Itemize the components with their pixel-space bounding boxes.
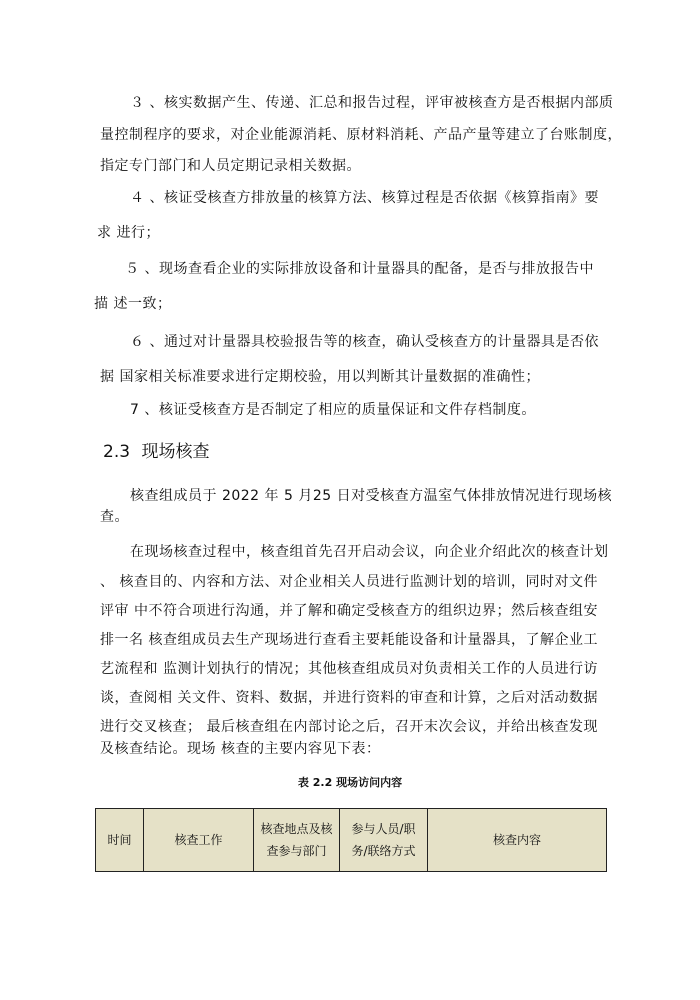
- header-verification-work: 核查工作: [144, 809, 254, 872]
- item-3-line-1: ３ 、核实数据产生、传递、汇总和报告过程，评审被核查方是否根据内部质: [130, 95, 614, 111]
- section-heading: [103, 442, 209, 462]
- header-time: 时间: [96, 809, 144, 872]
- process-line-5: 艺流程和 监测计划执行的情况；其他核查组成员对负责相关工作的人员进行访: [100, 661, 598, 677]
- item-3-line-3: 指定专门部门和人员定期记录相关数据。: [100, 158, 361, 174]
- intro-line-2: 查。: [100, 509, 129, 525]
- item-6-line-2: 据 国家相关标准要求进行定期校验，用以判断其计量数据的准确性；: [100, 369, 540, 385]
- intro-line-1: 核查组成员于 2022 年 5 月25 日对受核查方温室气体排放情况进行现场核: [130, 488, 613, 504]
- item-5-line-2: 描 述一致；: [94, 296, 172, 312]
- site-visit-table: [95, 808, 607, 872]
- process-line-4: 排一名 核查组成员去生产现场进行查看主要耗能设备和计量器具，了解企业工: [100, 632, 598, 648]
- section-title: 现场核查: [141, 442, 210, 462]
- header-participants-contact: 参与人员/职务/联络方式: [340, 809, 428, 872]
- process-line-8: 及核查结论。现场 核查的主要内容见下表：: [100, 741, 381, 757]
- item-4-line-1: ４ 、核证受核查方排放量的核算方法、核算过程是否依据《核算指南》要: [130, 190, 599, 206]
- process-line-2: 、 核查目的、内容和方法、对企业相关人员进行监测计划的培训，同时对文件: [100, 574, 598, 590]
- section-number: 2.3: [103, 442, 131, 462]
- table-caption: 表 2.2 现场访问内容: [297, 776, 403, 789]
- process-line-1: 在现场核查过程中，核查组首先召开启动会议，向企业介绍此次的核查计划: [130, 544, 609, 560]
- header-location-departments: 核查地点及核查参与部门: [254, 809, 340, 872]
- process-line-3: 评审 中不符合项进行沟通，并了解和确定受核查方的组织边界；然后核查组安: [100, 603, 598, 619]
- header-verification-content: 核查内容: [428, 809, 607, 872]
- item-7-line-1: 7 、核证受核查方是否制定了相应的质量保证和文件存档制度。: [130, 402, 536, 418]
- process-line-7: 进行交叉核查； 最后核查组在内部讨论之后，召开末次会议，并给出核查发现: [100, 719, 598, 735]
- item-3-line-2: 量控制程序的要求，对企业能源消耗、原材料消耗、产品产量等建立了台账制度，: [100, 127, 622, 143]
- item-5-line-1: ５ 、现场查看企业的实际排放设备和计量器具的配备，是否与排放报告中: [125, 261, 594, 277]
- table-header-row: [96, 809, 607, 872]
- item-4-line-2: 求 进行；: [97, 225, 160, 241]
- process-line-6: 谈，查阅相 关文件、资料、数据，并进行资料的审查和计算，之后对活动数据: [100, 690, 598, 706]
- item-6-line-1: ６ 、通过对计量器具校验报告等的核查，确认受核查方的计量器具是否依: [130, 334, 599, 350]
